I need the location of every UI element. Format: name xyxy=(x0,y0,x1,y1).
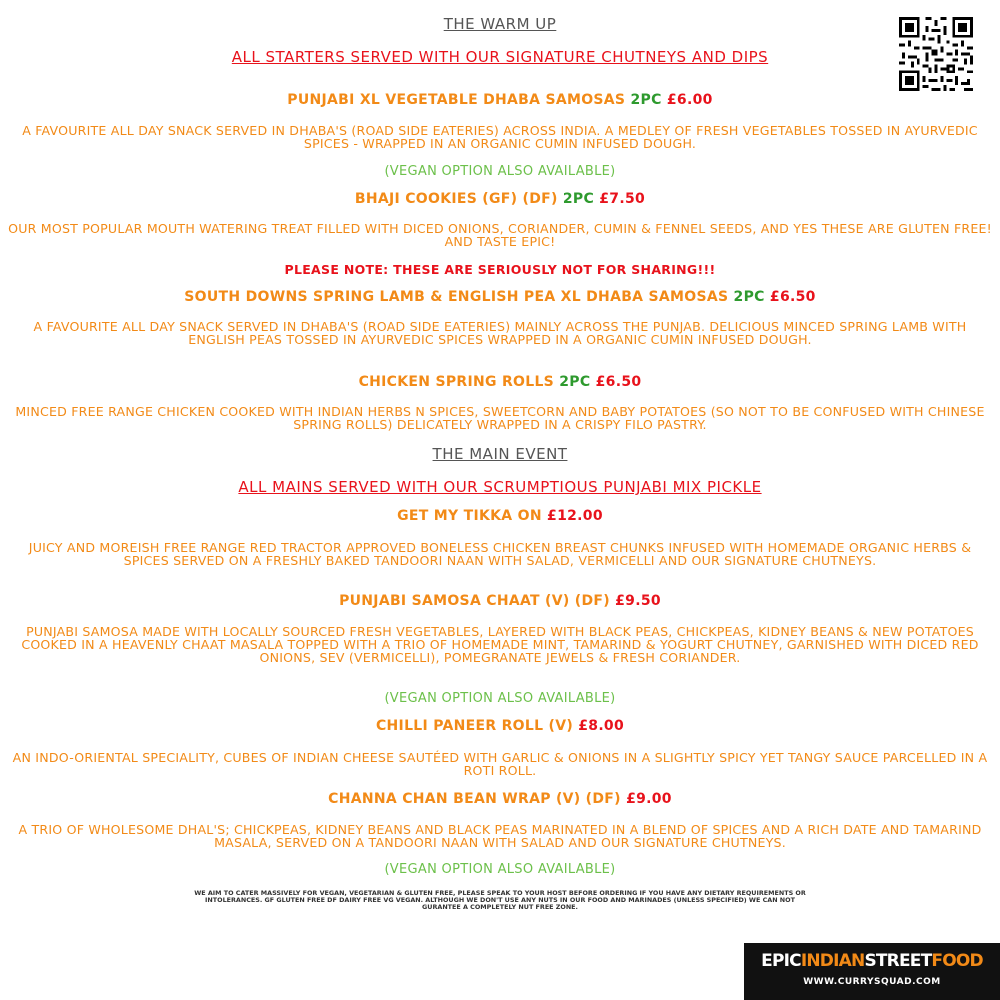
item-title: CHICKEN SPRING ROLLS xyxy=(358,374,555,390)
sharing-note: PLEASE NOTE: THESE ARE SERIOUSLY NOT FOR SHARING!!! xyxy=(284,262,716,277)
brand-url: WWW.CURRYSQUAD.COM xyxy=(803,977,941,987)
brand-logo-part: EPIC xyxy=(761,951,801,971)
item-title: CHILLI PANEER ROLL (V) xyxy=(375,718,574,734)
main-event-title: THE MAIN EVENT xyxy=(432,445,568,463)
item-qty: 2PC xyxy=(733,289,765,305)
item-title: SOUTH DOWNS SPRING LAMB & ENGLISH PEA XL DHABA SAMOSAS xyxy=(184,289,729,305)
item-price: £8.00 xyxy=(578,718,625,734)
brand-logo-part: INDIAN xyxy=(800,951,865,971)
main-event-subtitle: ALL MAINS SERVED WITH OUR SCRUMPTIOUS PUNJABI MIX PICKLE xyxy=(238,478,762,496)
item-title: GET MY TIKKA ON xyxy=(397,508,542,524)
item-title: PUNJABI SAMOSA CHAAT (V) (DF) xyxy=(339,593,610,609)
brand-logo xyxy=(744,943,1000,1000)
warm-up-subtitle: ALL STARTERS SERVED WITH OUR SIGNATURE CHUTNEYS AND DIPS xyxy=(231,48,769,66)
item-description: AN INDO-ORIENTAL SPECIALITY, CUBES OF INDIAN CHEESE SAUTÉED WITH GARLIC & ONIONS IN A SLIGHTLY SPICY YET TANGY SAUCE PARCELLED IN A ROTI ROLL. xyxy=(12,750,988,778)
brand-logo-part: FOOD xyxy=(931,951,983,971)
menu-item-name xyxy=(0,593,1000,609)
menu-item-name xyxy=(0,718,1000,734)
menu-item-name xyxy=(0,289,1000,305)
item-description: OUR MOST POPULAR MOUTH WATERING TREAT FILLED WITH DICED ONIONS, CORIANDER, CUMIN & FENNEL SEEDS, AND YES THESE ARE GLUTEN FREE! AND TASTE EPIC! xyxy=(8,221,992,249)
item-price: £9.50 xyxy=(615,593,661,609)
menu-item-name xyxy=(0,374,1000,390)
item-description: PUNJABI SAMOSA MADE WITH LOCALLY SOURCED FRESH VEGETABLES, LAYERED WITH BLACK PEAS, CHICKPEAS, KIDNEY BEANS & NEW POTATOES COOKED IN A HEAVENLY CHAAT MASALA TOPPED WITH A TRIO OF HOMEMADE MINT, TAMARIND & YOGURT CHUTNEY, GARNISHED WITH DICED RED ONIONS, SEV (VERMICELLI), POMEGRANATE JEWELS & FRESH CORIANDER. xyxy=(21,624,979,665)
item-description: A FAVOURITE ALL DAY SNACK SERVED IN DHABA'S (ROAD SIDE EATERIES) MAINLY ACROSS THE PUNJAB. DELICIOUS MINCED SPRING LAMB WITH ENGLISH PEAS TOSSED IN AYURVEDIC SPICES WRAPPED IN A ORGANIC CUMIN INFUSED DOUGH. xyxy=(33,319,967,347)
vegan-option-note: (VEGAN OPTION ALSO AVAILABLE) xyxy=(384,862,616,877)
item-price: £12.00 xyxy=(547,508,603,524)
item-price: £6.00 xyxy=(666,92,713,108)
item-price: £9.00 xyxy=(626,791,672,807)
item-title: BHAJI COOKIES (GF) (DF) xyxy=(354,191,558,207)
item-qty: 2PC xyxy=(559,374,591,390)
item-qty: 2PC xyxy=(562,191,595,207)
item-description: A FAVOURITE ALL DAY SNACK SERVED IN DHABA'S (ROAD SIDE EATERIES) ACROSS INDIA. A MEDLEY OF FRESH VEGETABLES TOSSED IN AYURVEDIC SPICES - WRAPPED IN AN ORGANIC CUMIN INFUSED DOUGH. xyxy=(22,123,978,151)
item-price: £6.50 xyxy=(595,374,642,390)
menu-item-name xyxy=(0,92,1000,108)
item-price: £7.50 xyxy=(599,191,646,207)
brand-logo-part: STREET xyxy=(864,951,932,971)
warm-up-title: THE WARM UP xyxy=(443,15,557,33)
vegan-option-note: (VEGAN OPTION ALSO AVAILABLE) xyxy=(384,691,616,706)
menu-item-name xyxy=(0,791,1000,807)
menu-item-name xyxy=(0,191,1000,207)
dietary-footnote: WE AIM TO CATER MASSIVELY FOR VEGAN, VEGETARIAN & GLUTEN FREE, PLEASE SPEAK TO YOUR HOST BEFORE ORDERING IF YOU HAVE ANY DIETARY REQUIREMENTS OR INTOLERANCES. GF GLUTEN FREE DF DAIRY FREE VG VEGAN. ALTHOUGH WE DON'T USE ANY NUTS IN OUR FOOD AND MARINADES (UNLESS SPECIFIED) WE CAN NOT GURANTEE A COMPLETELY NUT FREE ZONE. xyxy=(194,889,806,911)
menu-item-name xyxy=(0,508,1000,524)
item-description: A TRIO OF WHOLESOME DHAL'S; CHICKPEAS, KIDNEY BEANS AND BLACK PEAS MARINATED IN A BLEND OF SPICES AND A RICH DATE AND TAMARIND MASALA, SERVED ON A TANDOORI NAAN WITH SALAD AND OUR SIGNATURE CHUTNEYS. xyxy=(18,822,982,850)
vegan-option-note: (VEGAN OPTION ALSO AVAILABLE) xyxy=(384,164,616,179)
brand-logo-text xyxy=(744,951,1000,971)
item-description: JUICY AND MOREISH FREE RANGE RED TRACTOR APPROVED BONELESS CHICKEN BREAST CHUNKS INFUSED WITH HOMEMADE ORGANIC HERBS & SPICES SERVED ON A FRESHLY BAKED TANDOORI NAAN WITH SALAD, VERMICELLI AND OUR SIGNATURE CHUTNEYS. xyxy=(28,540,972,568)
item-qty: 2PC xyxy=(630,92,662,108)
item-title: PUNJABI XL VEGETABLE DHABA SAMOSAS xyxy=(287,92,626,108)
item-price: £6.50 xyxy=(769,289,816,305)
item-description: MINCED FREE RANGE CHICKEN COOKED WITH INDIAN HERBS N SPICES, SWEETCORN AND BABY POTATOES (SO NOT TO BE CONFUSED WITH CHINESE SPRING ROLLS) DELICATELY WRAPPED IN A CRISPY FILO PASTRY. xyxy=(15,404,985,432)
item-title: CHANNA CHAN BEAN WRAP (V) (DF) xyxy=(328,791,621,807)
